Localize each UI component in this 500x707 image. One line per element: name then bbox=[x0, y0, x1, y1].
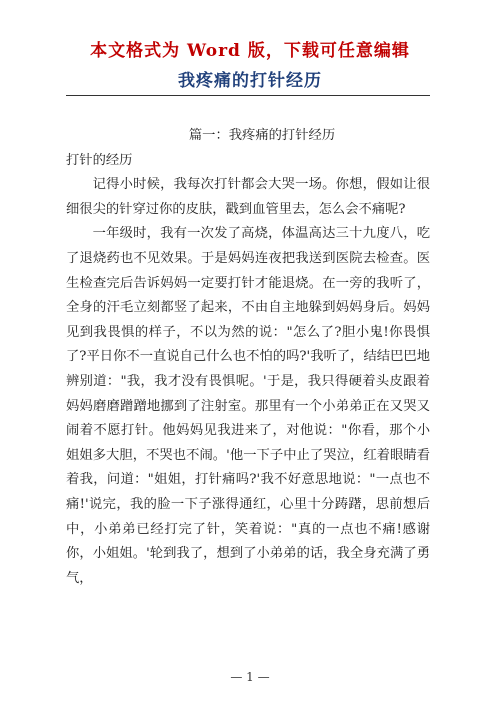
subtitle: 打针的经历 bbox=[66, 152, 133, 168]
document-title: 我疼痛的打针经历 bbox=[178, 71, 322, 91]
download-banner: 本文格式为 Word 版，下载可任意编辑 bbox=[90, 41, 410, 61]
section-heading: 篇一：我疼痛的打针经历 bbox=[188, 128, 336, 143]
page-number: — 1 — bbox=[230, 670, 270, 684]
paragraph-1: 记得小时候，我每次打针都会大哭一场。你想，假如让很细很尖的针穿过你的皮肤，戳到血管里去，怎么会不痛呢? bbox=[66, 177, 430, 217]
document-body bbox=[66, 124, 430, 591]
title-divider bbox=[66, 95, 430, 96]
paragraph-2: 一年级时，我有一次发了高烧，体温高达三十九度八，吃了退烧药也不见效果。于是妈妈连夜把我送到医院去检查。医生检查完后告诉妈妈一定要打针才能退烧。在一旁的我听了，全身的汗毛立刻都竖了起来，不由自主地躲到妈妈身后。妈妈见到我畏惧的样子，不以为然的说："怎么了?胆小鬼!你畏惧了?平日你不一直说自己什么也不怕的吗?'我听了，结结巴巴地辨别道："我，我才没有畏惧呢。'于是，我只得硬着头皮跟着妈妈磨磨蹭蹭地挪到了注射室。那里有一个小弟弟正在又哭又闹着不愿打针。他妈妈见我进来了，对他说："你看，那个小姐姐多大胆，不哭也不闹。'他一下子中止了哭泣，红着眼睛看着我，问道："姐姐，打针痛吗?'我不好意思地说："一点也不痛!'说完，我的脸一下子涨得通红，心里十分踌躇，思前想后中，小弟弟已经打完了针，笑着说："真的一点也不痛!感谢你，小姐姐。'轮到我了，想到了小弟弟的话，我全身充满了勇气， bbox=[66, 226, 430, 586]
